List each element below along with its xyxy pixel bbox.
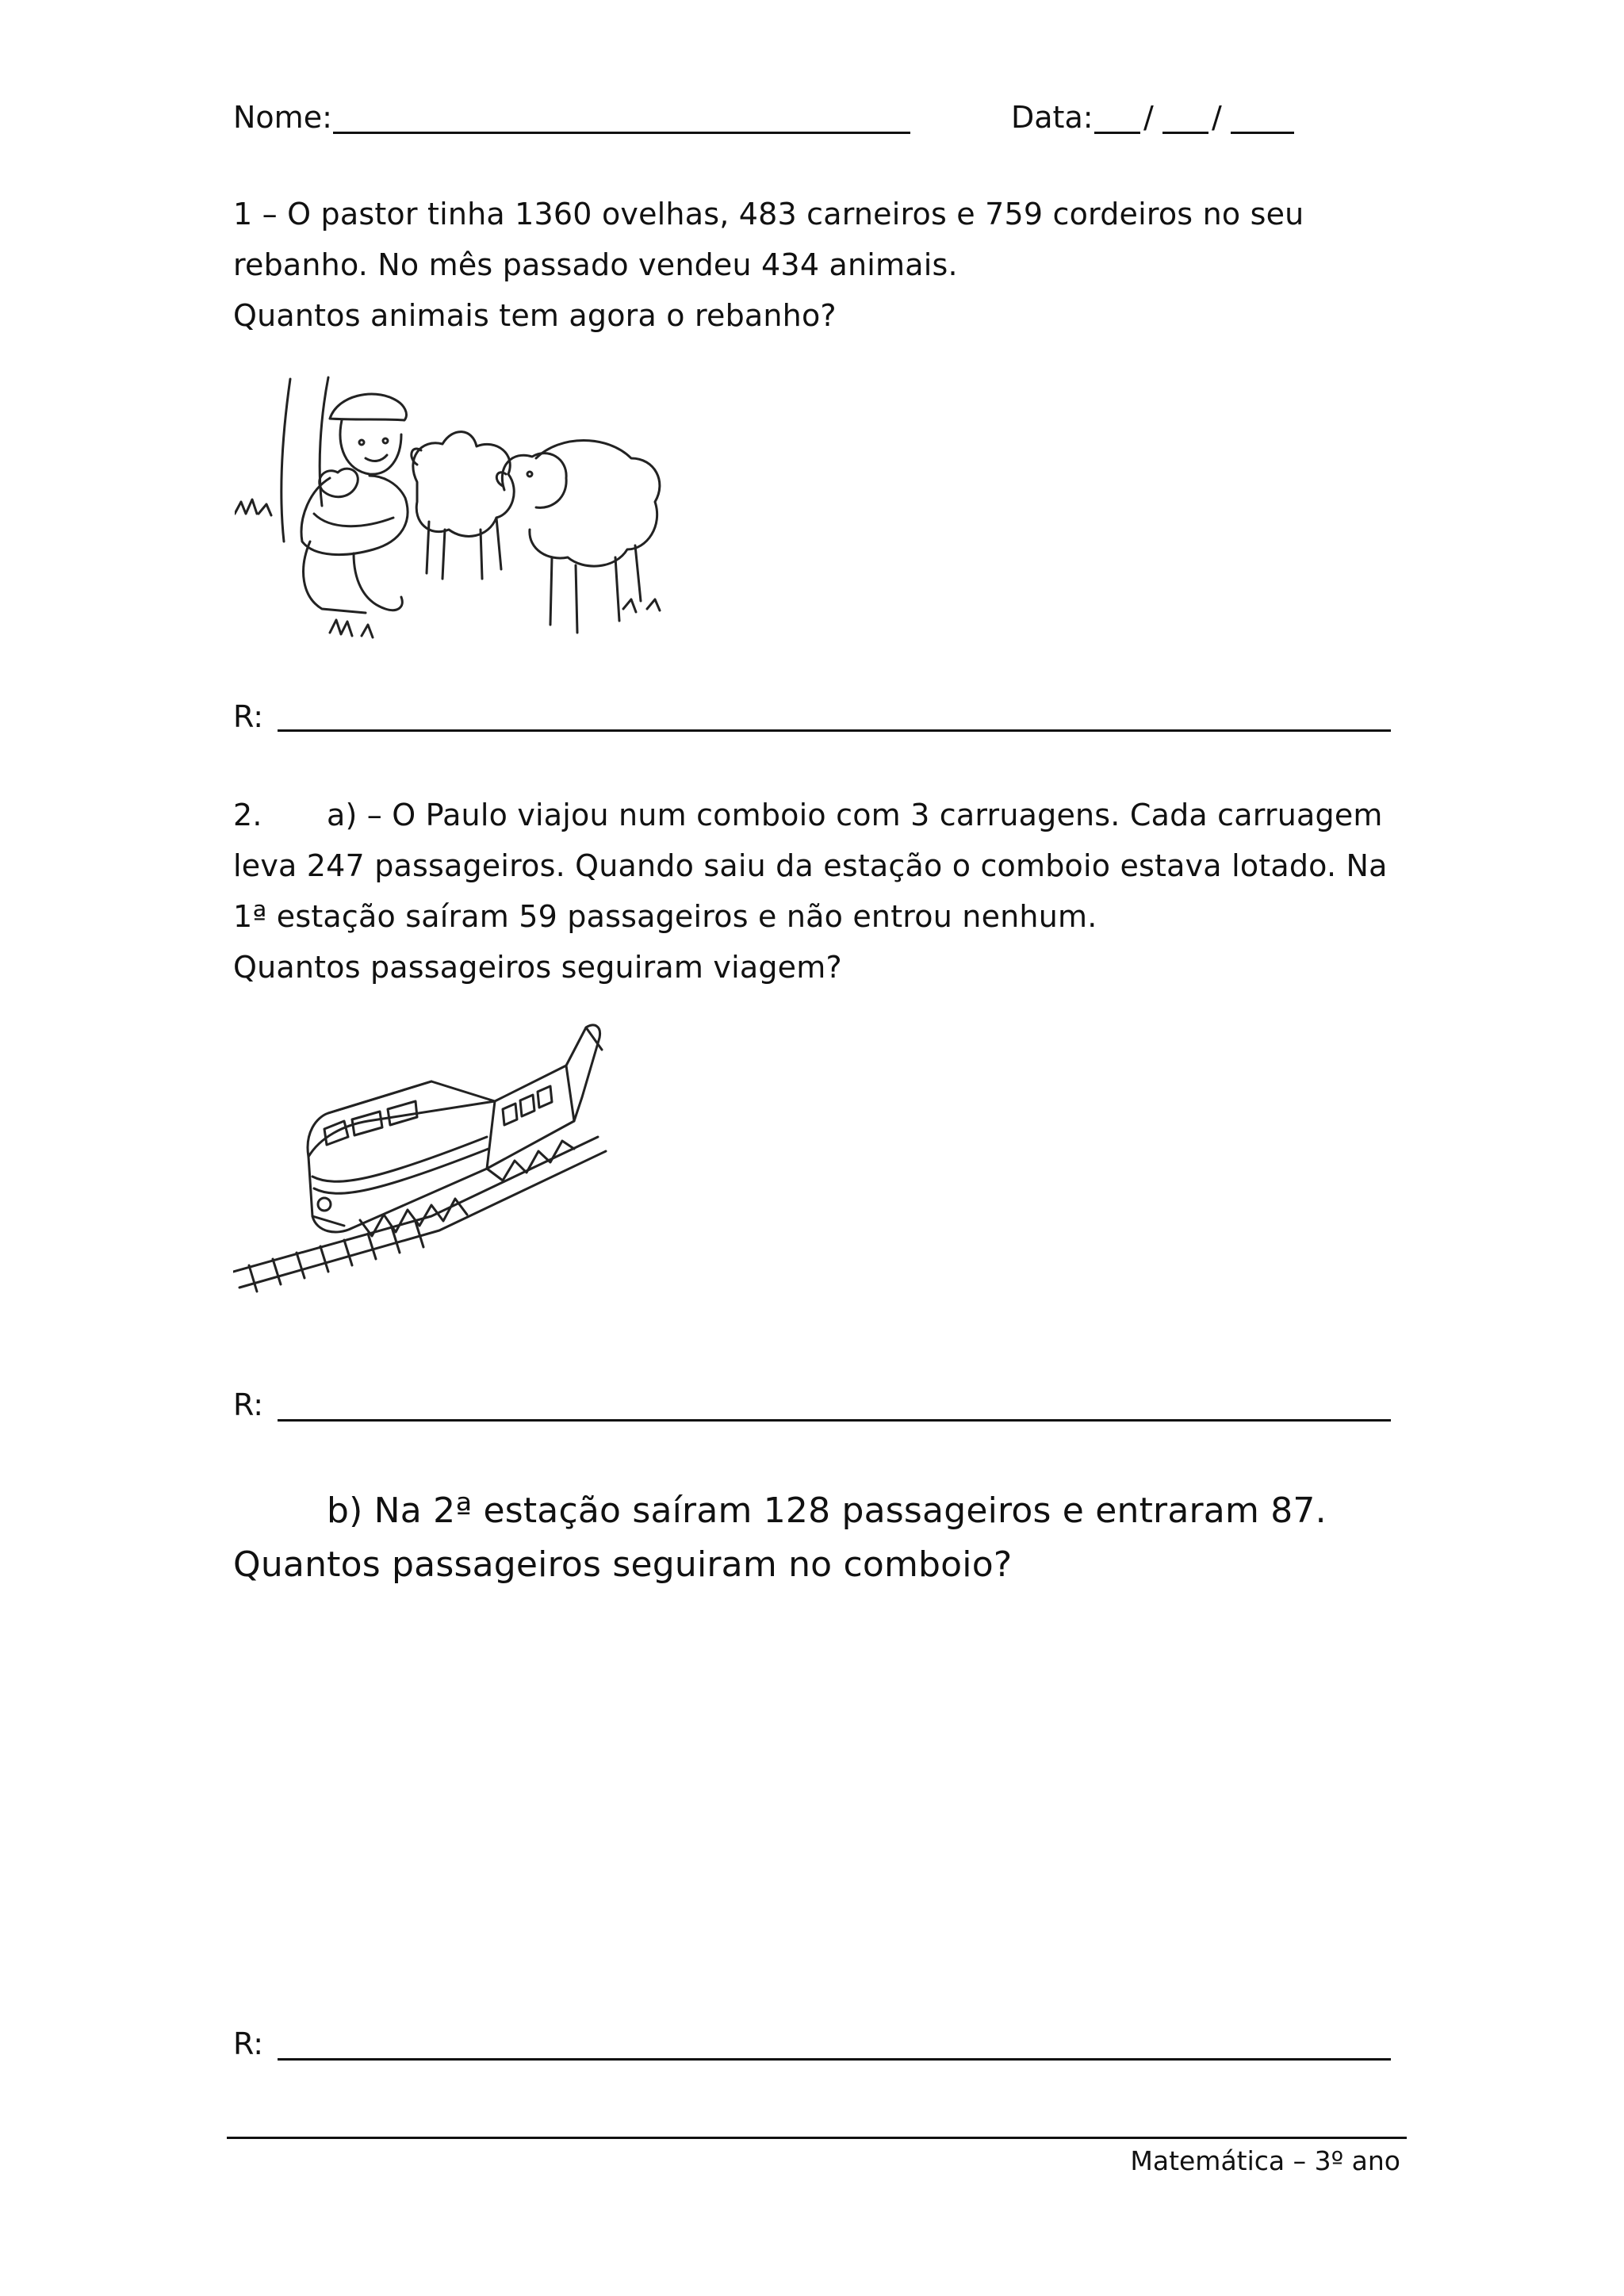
q2b-answer-field[interactable] xyxy=(278,2058,1391,2061)
footer-divider xyxy=(227,2137,1407,2139)
name-field[interactable] xyxy=(333,132,910,134)
q2b-answer-label: R: xyxy=(233,2026,264,2061)
q2a-line-1: a) – O Paulo viajou num comboio com 3 carruagens. Cada carruagem xyxy=(327,798,1383,832)
q1-answer-label: R: xyxy=(233,699,264,734)
q1-line-2: rebanho. No mês passado vendeu 434 animais. xyxy=(233,247,958,282)
date-day-field[interactable] xyxy=(1094,132,1140,134)
date-year-field[interactable] xyxy=(1231,132,1294,134)
q2a-line-2: leva 247 passageiros. Quando saiu da estação o comboio estava lotado. Na xyxy=(233,848,1388,883)
name-label: Nome: xyxy=(233,100,332,135)
q2a-answer-label: R: xyxy=(233,1387,264,1422)
date-label: Data: xyxy=(1011,100,1094,135)
date-slash-1: / xyxy=(1143,100,1154,135)
q1-line-3: Quantos animais tem agora o rebanho? xyxy=(233,298,837,333)
train-illustration xyxy=(233,1018,622,1295)
q2a-answer-field[interactable] xyxy=(278,1419,1391,1422)
q1-line-1: 1 – O pastor tinha 1360 ovelhas, 483 carneiros e 759 cordeiros no seu xyxy=(233,197,1304,232)
q2a-line-4: Quantos passageiros seguiram viagem? xyxy=(233,950,842,985)
q2b-line-1: b) Na 2ª estação saíram 128 passageiros e entraram 87. xyxy=(327,1490,1327,1531)
q2b-line-2: Quantos passageiros seguiram no comboio? xyxy=(233,1544,1013,1585)
date-slash-2: / xyxy=(1212,100,1222,135)
q2b-work-area[interactable] xyxy=(233,1617,1391,2014)
shepherd-with-sheep-illustration xyxy=(235,371,668,656)
date-month-field[interactable] xyxy=(1162,132,1208,134)
q2a-line-3: 1ª estação saíram 59 passageiros e não entrou nenhum. xyxy=(233,899,1097,934)
q1-answer-field[interactable] xyxy=(278,729,1391,732)
q2-number: 2. xyxy=(233,798,262,832)
footer-subject: Matemática – 3º ano xyxy=(1130,2145,1400,2176)
